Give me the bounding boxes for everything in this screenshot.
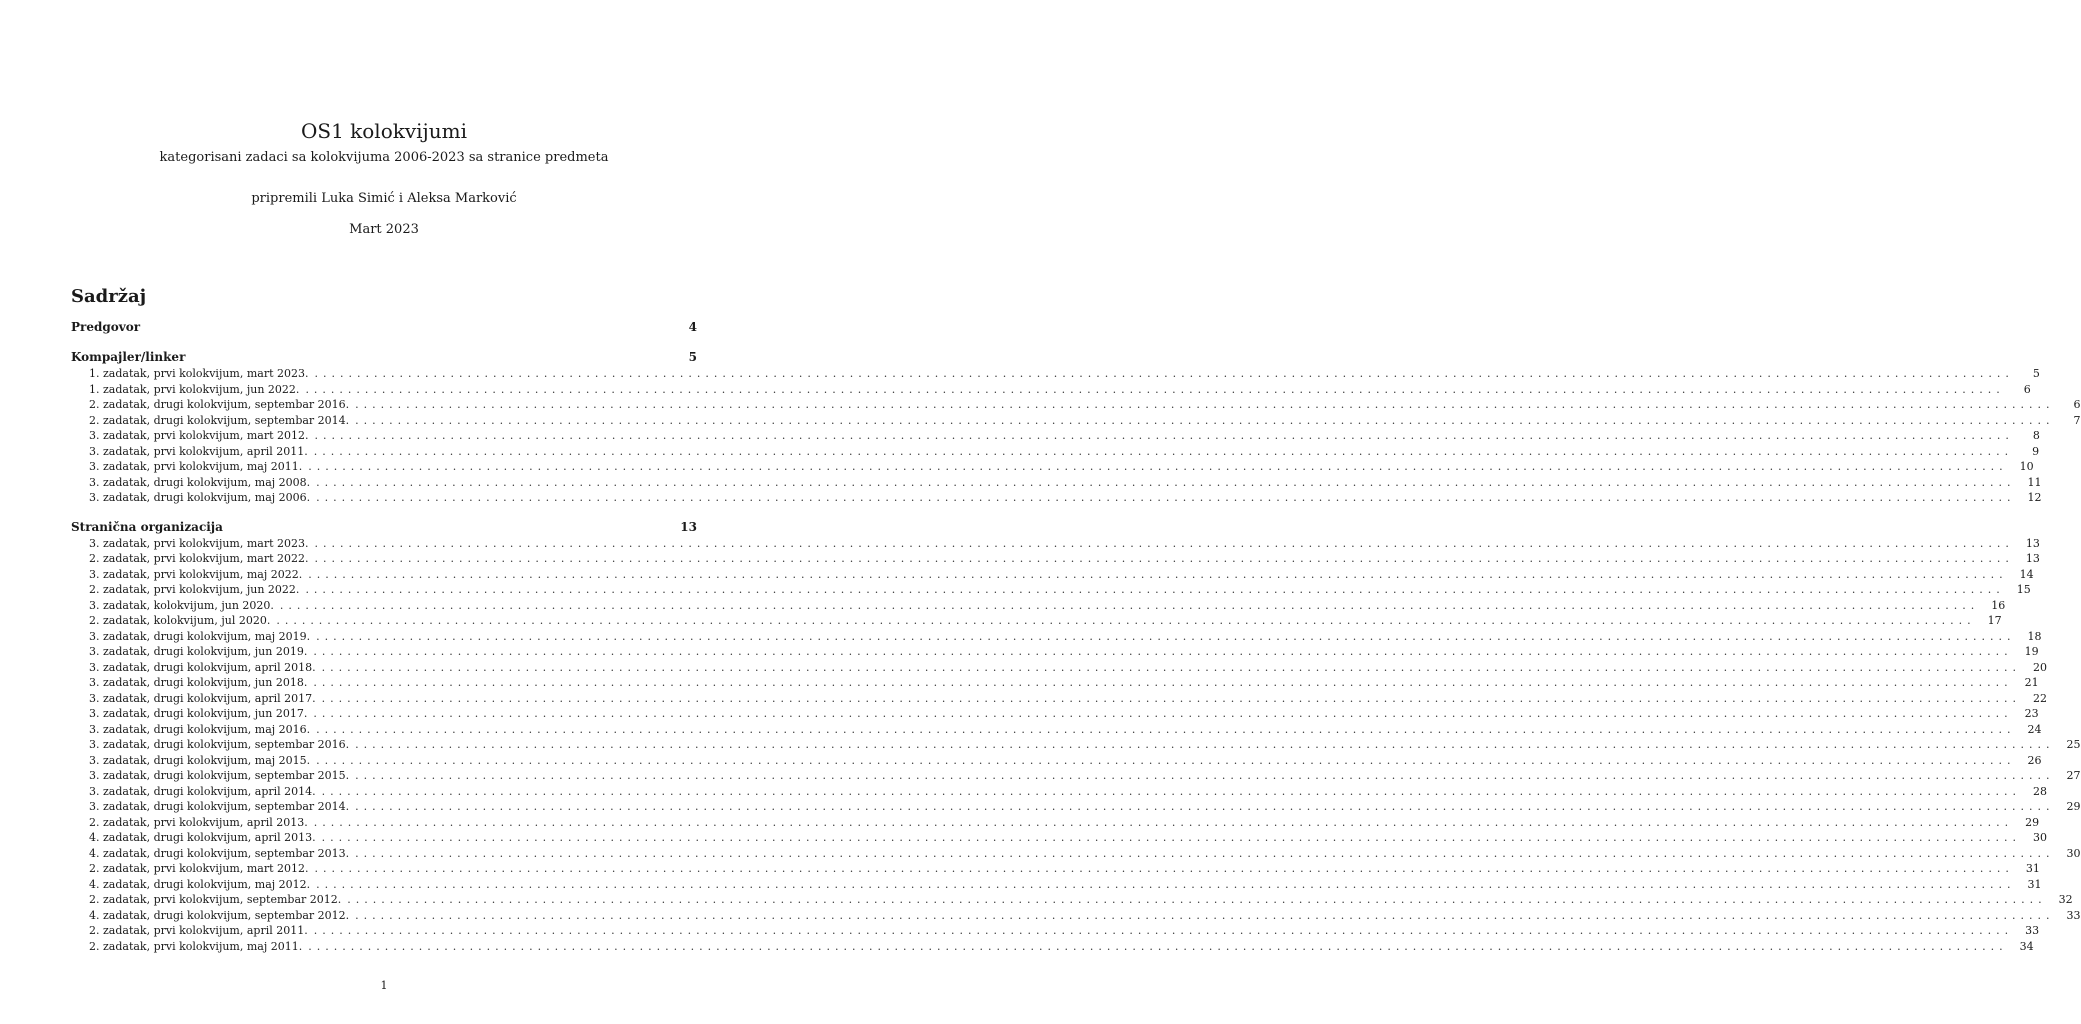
dot-leader: ........................................................................................................................................................................................................ [321,660,2021,674]
toc-entry[interactable] [71,660,2047,676]
toc-entry-page: 28 [2032,784,2047,798]
toc-entry[interactable] [71,846,2081,862]
table-of-contents [71,318,2081,966]
toc-entry-page: 17 [1987,614,2002,627]
toc-entry-page: 16 [1991,598,2006,612]
toc-entry[interactable] [71,551,2040,567]
toc-entry-page: 5 [2032,367,2040,380]
toc-entry[interactable] [71,908,2081,924]
dot-leader: ........................................................................................................................................................................................................ [321,784,2021,798]
dot-leader: ........................................................................................................................................................................................................ [308,460,2008,473]
toc-entry[interactable] [71,923,2040,939]
toc-entry-label: 4. zadatak, drugi kolokvijum, septembar 2013. [89,846,350,860]
toc-entry-label: 3. zadatak, prvi kolokvijum, mart 2023. [89,536,309,550]
toc-entry-label: 3. zadatak, prvi kolokvijum, april 2011. [89,444,308,458]
toc-entry-page: 25 [2066,738,2081,751]
toc-section-link[interactable] [71,348,697,366]
toc-entry-label: 2. zadatak, prvi kolokvijum, septembar 2012. [89,893,342,906]
toc-section [71,348,2081,506]
toc-entry[interactable] [71,644,2039,660]
toc-entry-label: 3. zadatak, drugi kolokvijum, april 2014. [89,784,316,798]
dot-leader: ........................................................................................................................................................................................................ [316,722,2016,736]
title-block [0,118,768,237]
toc-entry-page: 30 [2066,846,2081,860]
dot-leader: ........................................................................................................................................................................................................ [313,645,2013,658]
toc-entry-page: 31 [2025,862,2040,875]
toc-entry-label: 4. zadatak, drugi kolokvijum, april 2013. [89,831,316,844]
toc-section-title: Predgovor [71,320,141,334]
toc-entry-label: 3. zadatak, kolokvijum, jun 2020. [89,598,274,612]
toc-entry-label: 3. zadatak, drugi kolokvijum, april 2018. [89,660,316,674]
toc-entry-label: 3. zadatak, prvi kolokvijum, maj 2022. [89,567,303,581]
toc-entry-page: 33 [2066,908,2081,922]
toc-entry-page: 34 [2019,939,2034,953]
toc-entry-page: 23 [2024,707,2039,720]
toc-entry-label: 3. zadatak, drugi kolokvijum, maj 2019. [89,629,311,643]
toc-entry[interactable] [71,768,2081,784]
toc-entry-page: 33 [2025,924,2040,937]
toc-entry-label: 3. zadatak, drugi kolokvijum, maj 2008. [89,475,311,489]
toc-section-link[interactable] [71,518,697,536]
toc-section-title: Kompajler/linker [71,350,186,364]
toc-entry-label: 2. zadatak, kolokvijum, jul 2020. [89,614,271,627]
toc-entry-page: 11 [2027,475,2042,489]
toc-entry[interactable] [71,397,2081,413]
toc-entry-page: 26 [2027,753,2042,767]
toc-entry[interactable] [71,536,2040,552]
toc-entry-label: 1. zadatak, prvi kolokvijum, jun 2022. [89,382,300,396]
toc-entry-page: 18 [2027,629,2042,643]
dot-leader: ........................................................................................................................................................................................................ [308,567,2008,581]
toc-entry-page: 6 [2023,382,2031,396]
toc-entry[interactable] [71,722,2042,738]
toc-entry-label: 3. zadatak, drugi kolokvijum, septembar 2014. [89,800,350,813]
toc-entry[interactable] [71,444,2040,460]
toc-entry[interactable] [71,629,2042,645]
toc-entry-page: 12 [2027,491,2042,504]
toc-entry[interactable] [71,413,2081,429]
dot-leader: ........................................................................................................................................................................................................ [355,846,2055,860]
toc-entry-label: 2. zadatak, drugi kolokvijum, septembar 2016. [89,398,350,411]
toc-entry-label: 3. zadatak, drugi kolokvijum, maj 2016. [89,722,311,736]
dot-leader: ........................................................................................................................................................................................................ [279,598,1980,612]
toc-entry[interactable] [71,459,2034,475]
toc-entry-page: 6 [2073,398,2081,411]
toc-section-link[interactable] [71,318,697,336]
toc-entry-label: 3. zadatak, drugi kolokvijum, jun 2019. [89,645,308,658]
toc-entry[interactable] [71,691,2047,707]
toc-entry-label: 3. zadatak, drugi kolokvijum, septembar 2016. [89,738,350,751]
toc-entry[interactable] [71,582,2031,598]
toc-entry-label: 3. zadatak, drugi kolokvijum, april 2017. [89,691,316,705]
dot-leader: ........................................................................................................................................................................................................ [355,398,2055,411]
toc-entry-page: 32 [2058,893,2073,906]
toc-entry[interactable] [71,598,2006,614]
toc-entry-page: 19 [2024,645,2039,658]
toc-entry-page: 20 [2032,660,2047,674]
toc-entry[interactable] [71,799,2081,815]
toc-entry-page: 29 [2066,800,2081,813]
dot-leader: ........................................................................................................................................................................................................ [321,831,2021,844]
toc-entry-page: 31 [2027,877,2042,891]
toc-entry-label: 3. zadatak, prvi kolokvijum, maj 2011. [89,460,303,473]
dot-leader: ........................................................................................................................................................................................................ [314,862,2014,875]
dot-leader: ........................................................................................................................................................................................................ [305,382,2005,396]
toc-entry-page: 27 [2066,769,2081,782]
toc-entry-label: 2. zadatak, prvi kolokvijum, mart 2012. [89,862,309,875]
toc-entry-page: 13 [2025,536,2040,550]
toc-entry-label: 1. zadatak, prvi kolokvijum, mart 2023. [89,367,309,380]
toc-entry-page: 15 [2016,583,2031,596]
dot-leader: ........................................................................................................................................................................................................ [355,413,2055,427]
toc-entry-label: 2. zadatak, drugi kolokvijum, septembar 2014. [89,413,350,427]
toc-entry-label: 4. zadatak, drugi kolokvijum, septembar 2012. [89,908,350,922]
toc-heading: Sadržaj [71,286,147,307]
dot-leader: ........................................................................................................................................................................................................ [314,429,2014,442]
document-subtitle: kategorisani zadaci sa kolokvijuma 2006-2023 sa stranice predmeta [159,150,609,165]
toc-entry[interactable] [71,737,2081,753]
page-number: 1 [380,979,388,992]
toc-entry[interactable] [71,567,2034,583]
dot-leader: ........................................................................................................................................................................................................ [316,475,2016,489]
toc-entry[interactable] [71,475,2042,491]
toc-entry[interactable] [71,706,2039,722]
toc-entry-page: 9 [2032,444,2040,458]
document-authors: pripremili Luka Simić i Aleksa Marković [251,191,517,206]
toc-entry-page: 22 [2032,691,2047,705]
dot-leader: ........................................................................................................................................................................................................ [313,815,2014,829]
toc-section [71,518,2081,955]
toc-entry[interactable] [71,675,2039,691]
toc-entry-page: 8 [2032,429,2040,442]
toc-entry[interactable] [71,830,2047,846]
toc-section [71,318,697,336]
toc-entry-label: 3. zadatak, drugi kolokvijum, jun 2017. [89,707,308,720]
document-title: OS1 kolokvijumi [300,119,468,143]
dot-leader: ........................................................................................................................................................................................................ [313,444,2014,458]
dot-leader: ........................................................................................................................................................................................................ [316,753,2016,767]
dot-leader: ........................................................................................................................................................................................................ [355,800,2055,813]
toc-entry[interactable] [71,753,2042,769]
dot-leader: ........................................................................................................................................................................................................ [313,924,2014,937]
toc-entry[interactable] [71,428,2040,444]
dot-leader: ........................................................................................................................................................................................................ [313,676,2013,689]
toc-entry[interactable] [71,382,2031,398]
toc-entry-label: 4. zadatak, drugi kolokvijum, maj 2012. [89,877,311,891]
toc-section-title: Stranična organizacija [71,519,223,534]
toc-section-page: 13 [680,519,697,534]
toc-entry-label: 3. zadatak, drugi kolokvijum, jun 2018. [89,676,308,689]
toc-section-page: 4 [688,320,697,334]
dot-leader: ........................................................................................................................................................................................................ [316,491,2016,504]
toc-entry-page: 24 [2027,722,2042,736]
toc-entry[interactable] [71,366,2040,382]
toc-entry-page: 14 [2019,567,2034,581]
toc-entry-page: 21 [2024,676,2039,689]
dot-leader: ........................................................................................................................................................................................................ [313,707,2013,720]
toc-entry-label: 3. zadatak, drugi kolokvijum, septembar 2015. [89,769,350,782]
dot-leader: ........................................................................................................................................................................................................ [347,893,2047,906]
toc-entry-page: 13 [2025,552,2040,565]
toc-entry-page: 7 [2073,413,2081,427]
toc-entry-label: 2. zadatak, prvi kolokvijum, mart 2022. [89,552,309,565]
toc-entry[interactable] [71,892,2073,908]
toc-entry-label: 3. zadatak, drugi kolokvijum, maj 2015. [89,753,311,767]
document-date: Mart 2023 [349,222,419,237]
dot-leader: ........................................................................................................................................................................................................ [355,908,2055,922]
dot-leader: ........................................................................................................................................................................................................ [308,939,2008,953]
toc-entry-label: 2. zadatak, prvi kolokvijum, maj 2011. [89,939,303,953]
toc-entry-label: 3. zadatak, drugi kolokvijum, maj 2006. [89,491,311,504]
dot-leader: ........................................................................................................................................................................................................ [355,769,2055,782]
dot-leader: ........................................................................................................................................................................................................ [316,629,2016,643]
toc-entry[interactable] [71,490,2042,506]
toc-entry-page: 10 [2019,460,2034,473]
toc-entry-label: 2. zadatak, prvi kolokvijum, april 2011. [89,924,308,937]
dot-leader: ........................................................................................................................................................................................................ [355,738,2055,751]
dot-leader: ........................................................................................................................................................................................................ [305,583,2005,596]
dot-leader: ........................................................................................................................................................................................................ [314,367,2014,380]
toc-entry[interactable] [71,815,2040,831]
dot-leader: ........................................................................................................................................................................................................ [314,552,2014,565]
toc-entry[interactable] [71,877,2042,893]
toc-entry-page: 29 [2025,815,2040,829]
toc-entry-label: 2. zadatak, prvi kolokvijum, jun 2022. [89,583,300,596]
toc-entry[interactable] [71,861,2040,877]
toc-section-page: 5 [688,350,697,364]
toc-entry[interactable] [71,613,2002,629]
dot-leader: ........................................................................................................................................................................................................ [316,877,2016,891]
dot-leader: ........................................................................................................................................................................................................ [276,614,1976,627]
dot-leader: ........................................................................................................................................................................................................ [321,691,2021,705]
dot-leader: ........................................................................................................................................................................................................ [314,536,2014,550]
toc-entry[interactable] [71,939,2034,955]
toc-entry-page: 30 [2032,831,2047,844]
toc-entry[interactable] [71,784,2047,800]
toc-entry-label: 2. zadatak, prvi kolokvijum, april 2013. [89,815,308,829]
toc-entry-label: 3. zadatak, prvi kolokvijum, mart 2012. [89,429,309,442]
